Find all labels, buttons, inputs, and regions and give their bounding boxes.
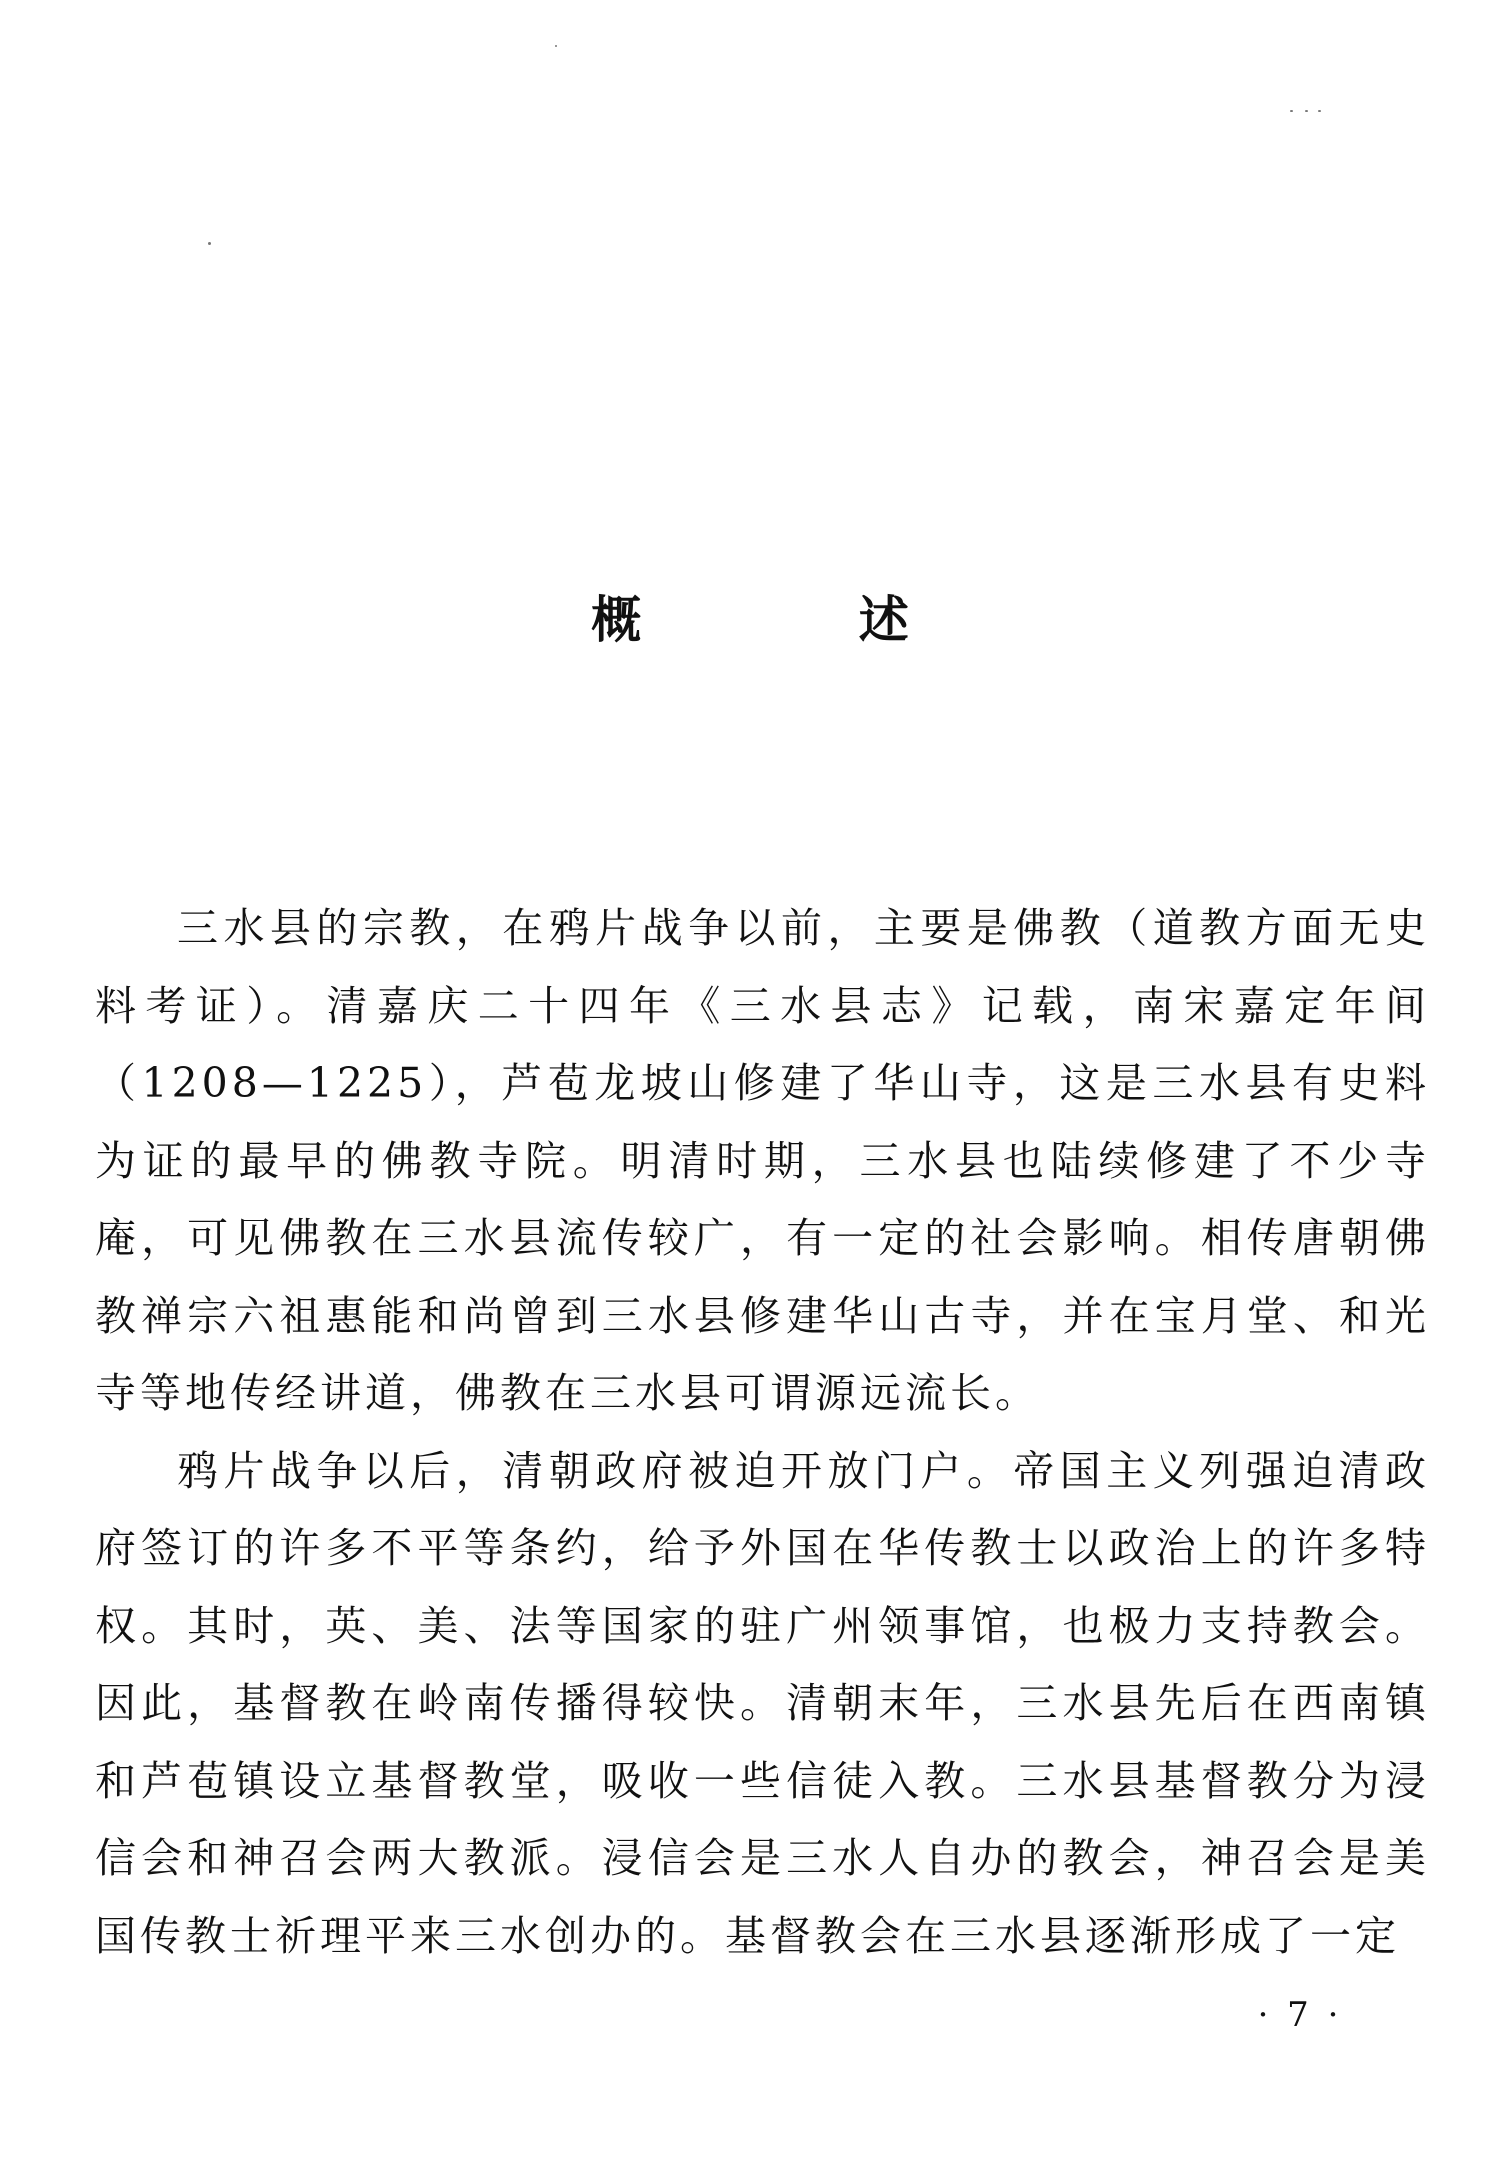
scan-speck xyxy=(1305,110,1308,112)
scan-speck xyxy=(208,242,211,245)
page-title: 概 述 xyxy=(591,591,1009,649)
scan-speck xyxy=(555,45,557,47)
scan-speck xyxy=(1318,110,1321,112)
scan-speck xyxy=(1290,110,1293,112)
body-text xyxy=(95,890,1430,1975)
paragraph: 鸦片战争以后，清朝政府被迫开放门户。帝国主义列强迫清政府签订的许多不平等条约，给予外国在华传教士以政治上的许多特权。其时，英、美、法等国家的驻广州领事馆，也极力支持教会。因此，基督教在岭南传播得较快。清朝末年，三水县先后在西南镇和芦苞镇设立基督教堂，吸收一些信徒入教。三水县基督教分为浸信会和神召会两大教派。浸信会是三水人自办的教会，神召会是美国传教士祈理平来三水创办的。基督教会在三水县逐渐形成了一定 xyxy=(95,1446,1430,1960)
page-number: · 7 · xyxy=(1257,1995,1343,2035)
paragraph: 三水县的宗教，在鸦片战争以前，主要是佛教（道教方面无史料考证）。清嘉庆二十四年《三水县志》记载，南宋嘉定年间（1208—1225），芦苞龙坡山修建了华山寺，这是三水县有史料为证的最早的佛教寺院。明清时期，三水县也陆续修建了不少寺庵，可见佛教在三水县流传较广，有一定的社会影响。相传唐朝佛教禅宗六祖惠能和尚曾到三水县修建华山古寺，并在宝月堂、和光寺等地传经讲道，佛教在三水县可谓源远流长。 xyxy=(95,904,1430,1417)
